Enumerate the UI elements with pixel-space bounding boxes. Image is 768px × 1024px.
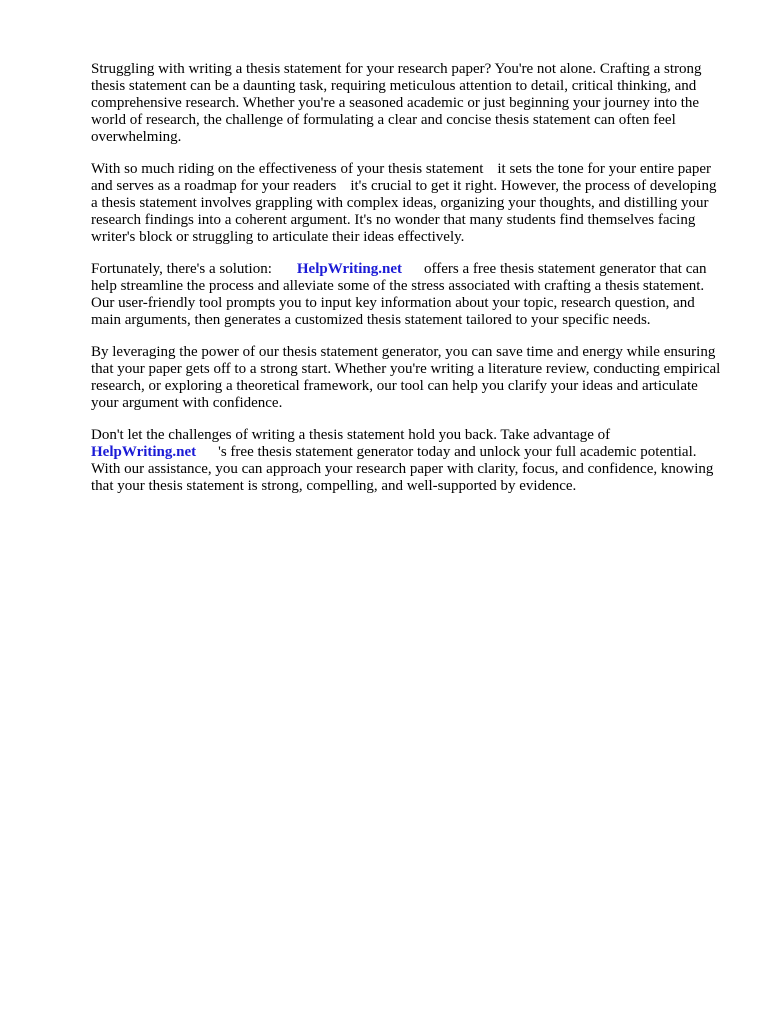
paragraph-solution [91, 261, 721, 329]
paragraph-call-to-action [91, 427, 721, 495]
paragraph-solution-lead: Fortunately, there's a solution: [91, 261, 272, 277]
paragraph-solution-body: offers a free thesis statement generator that can help streamline the process and alleviate some of the stress associated with crafting a thesis statement. Our user-friendly tool prompts you to input key information about your topic, research question, and main arguments, then generates a customized thesis statement tailored to your specific needs. [91, 261, 707, 328]
helpwriting-link[interactable]: HelpWriting.net [296, 261, 403, 277]
helpwriting-link-cta[interactable]: HelpWriting.net [91, 444, 197, 460]
paragraph-cta-body: 's free thesis statement generator today and unlock your full academic potential. With our assistance, you can approach your research paper with clarity, focus, and confidence, knowing that your thesis statement is strong, compelling, and well-supported by evidence. [91, 444, 714, 494]
document-page [91, 61, 721, 510]
paragraph-importance [91, 161, 721, 246]
paragraph-importance-part-2: it sets the tone for your entire paper and serves as a roadmap for your readers [91, 161, 712, 194]
paragraph-intro: Struggling with writing a thesis statement for your research paper? You're not alone. Crafting a strong thesis statement can be a daunting task, requiring meticulous attention to detail, critical thinking, and comprehensive research. Whether you're a seasoned academic or just beginning your journey into the world of research, the challenge of formulating a clear and concise thesis statement can often feel overwhelming. [91, 61, 702, 145]
paragraph-importance-part-3: it's crucial to get it right. However, the process of developing a thesis statement involves grappling with complex ideas, organizing your thoughts, and distilling your research findings into a coherent argument. It's no wonder that many students find themselves facing writer's block or struggling to articulate their ideas effectively. [91, 178, 717, 245]
paragraph-cta-lead: Don't let the challenges of writing a thesis statement hold you back. Take advantage of [91, 427, 611, 443]
paragraph-benefits: By leveraging the power of our thesis statement generator, you can save time and energy while ensuring that your paper gets off to a strong start. Whether you're writing a literature review, conducting empirical research, or exploring a theoretical framework, our tool can help you clarify your ideas and articulate your argument with confidence. [91, 344, 721, 411]
paragraph-importance-part-1: With so much riding on the effectiveness of your thesis statement [91, 161, 484, 177]
